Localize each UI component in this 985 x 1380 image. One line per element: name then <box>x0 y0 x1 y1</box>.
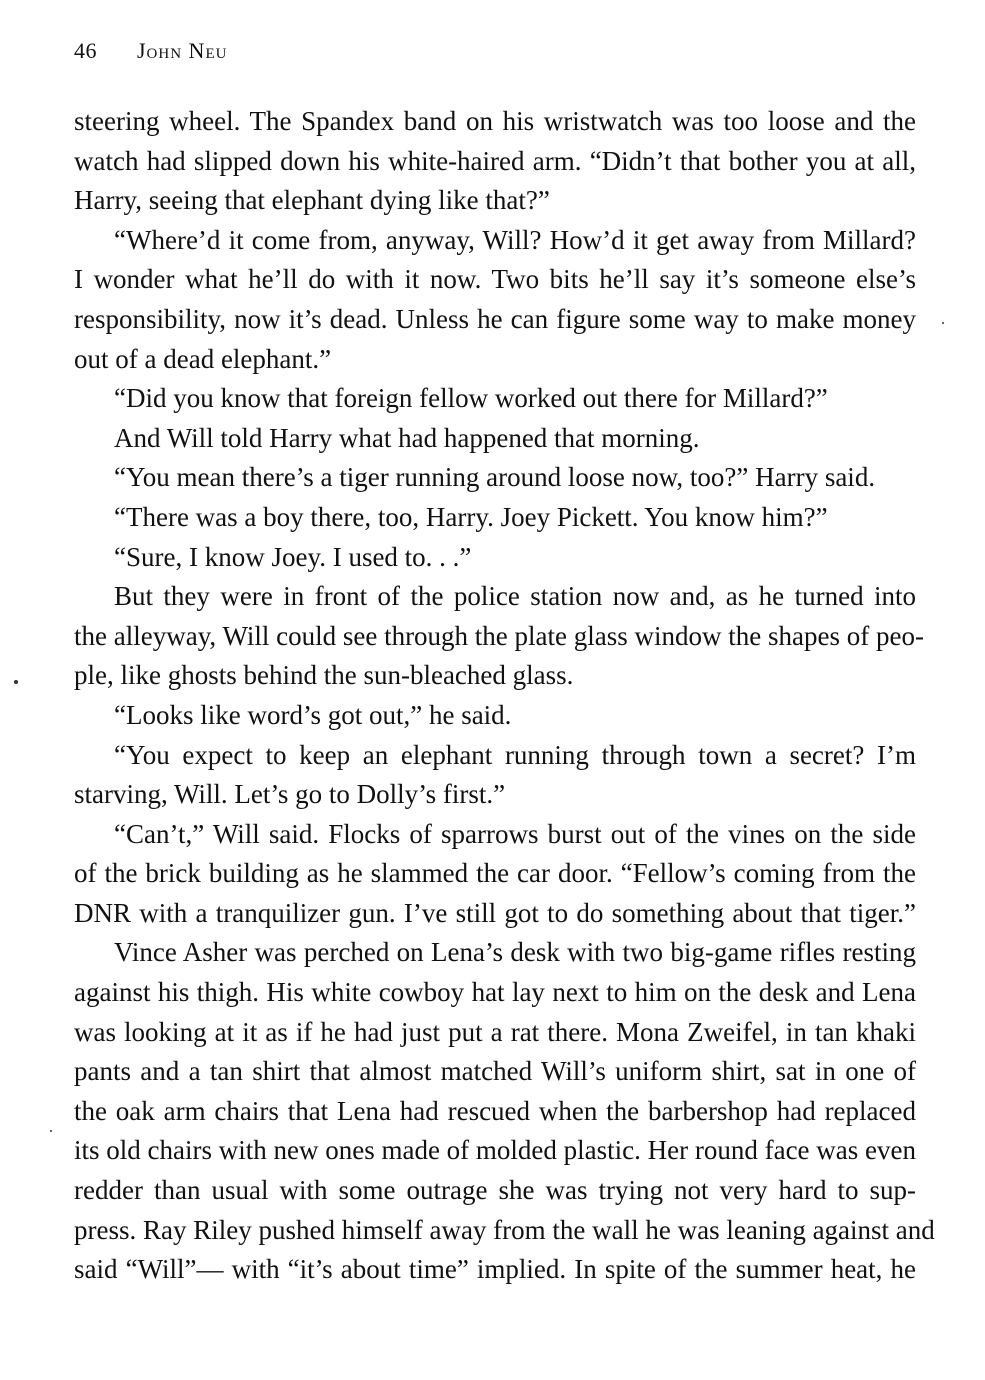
text-line: watch had slipped down his white-haired arm. “Didn’t that bother you at all, <box>74 145 916 176</box>
text-line: “Did you know that foreign fellow worked out there for Millard?” <box>114 383 828 414</box>
page-header <box>74 36 227 66</box>
text-line: And Will told Harry what had happened that morning. <box>114 422 700 453</box>
text-line: of the brick building as he slammed the car door. “Fellow’s coming from the <box>74 858 916 889</box>
text-line: said “Will”— with “it’s about time” implied. In spite of the summer heat, he <box>74 1254 916 1285</box>
text-line: against his thigh. His white cowboy hat lay next to him on the desk and Lena <box>74 977 916 1008</box>
text-line: DNR with a tranquilizer gun. I’ve still got to do something about that tiger.” <box>74 897 916 928</box>
text-line: the alleyway, Will could see through the plate glass window the shapes of peo- <box>74 620 924 651</box>
text-line: pants and a tan shirt that almost matched Will’s uniform shirt, sat in one of <box>74 1056 916 1087</box>
text-line: “You expect to keep an elephant running through town a secret? I’m <box>114 739 916 770</box>
text-line: But they were in front of the police station now and, as he turned into <box>114 581 916 612</box>
text-line: out of a dead elephant.” <box>74 343 332 374</box>
text-line: starving, Will. Let’s go to Dolly’s first.” <box>74 779 506 810</box>
text-line: “Can’t,” Will said. Flocks of sparrows burst out of the vines on the side <box>114 818 916 849</box>
scan-speck <box>50 1130 52 1132</box>
text-line: the oak arm chairs that Lena had rescued when the barbershop had replaced <box>74 1095 916 1126</box>
text-line: “You mean there’s a tiger running around loose now, too?” Harry said. <box>114 462 876 493</box>
scan-speck <box>14 680 18 684</box>
text-line: was looking at it as if he had just put a rat there. Mona Zweifel, in tan khaki <box>74 1016 916 1047</box>
text-line: “Sure, I know Joey. I used to. . .” <box>114 541 472 572</box>
text-line: Harry, seeing that elephant dying like that?” <box>74 185 550 216</box>
text-line: ple, like ghosts behind the sun-bleached glass. <box>74 660 574 691</box>
text-line: steering wheel. The Spandex band on his wristwatch was too loose and the <box>74 106 916 136</box>
running-head: John Neu <box>137 38 228 63</box>
text-line: “Where’d it come from, anyway, Will? How’d it get away from Millard? <box>114 224 916 255</box>
text-line: “There was a boy there, too, Harry. Joey Pickett. You know him?” <box>114 501 828 532</box>
text-line: responsibility, now it’s dead. Unless he can figure some way to make money <box>74 303 916 334</box>
text-line: press. Ray Riley pushed himself away from the wall he was leaning against and <box>74 1214 935 1245</box>
text-line: I wonder what he’ll do with it now. Two bits he’ll say it’s someone else’s <box>74 264 916 295</box>
body-text <box>74 102 935 1290</box>
text-line: “Looks like word’s got out,” he said. <box>114 699 512 730</box>
text-line: Vince Asher was perched on Lena’s desk with two big-game rifles resting <box>114 937 916 968</box>
page-number: 46 <box>74 38 97 63</box>
text-line: redder than usual with some outrage she was trying not very hard to sup- <box>74 1175 916 1206</box>
text-line: its old chairs with new ones made of molded plastic. Her round face was even <box>74 1135 916 1166</box>
scan-speck <box>942 322 944 324</box>
